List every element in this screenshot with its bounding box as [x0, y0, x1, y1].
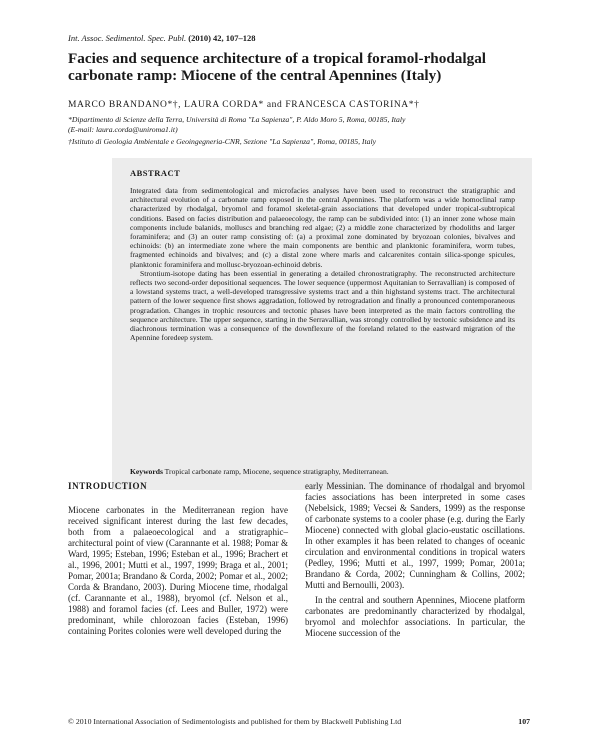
keywords-list: Tropical carbonate ramp, Miocene, sequence stratigraphy, Mediterranean.: [164, 467, 389, 476]
journal-citation: [68, 33, 256, 43]
column-left: [68, 505, 288, 637]
page-footer: [68, 717, 530, 726]
abstract-body: [130, 186, 515, 342]
intro-paragraph-2: In the central and southern Apennines, Miocene platform carbonates are predominantly characterized by rhodalgal, bryomol and molechfor associations. In particular, the Miocene succession of the: [305, 595, 525, 638]
abstract-paragraph-1: Integrated data from sedimentological and microfacies analyses have been used to reconstruct the stratigraphic and architectural evolution of a carbonate ramp exposed in the central Apennines. The platform was a wide homoclinal ramp characterized by rhodalgal, bryomol and foramol skeletal-grain associations that developed under tropical-subtropical conditions. Based on facies distribution and palaeoecology, the ramp can be subdivided into: (1) an inner zone whose main components include balanids, molluscs and branching red algae; (2) a middle zone characterized by rhodoliths and larger foraminifera; and (3) an outer ramp consisting of: (a) a proximal zone dominated by bryozoan colonies, bivalves and echinoids: (b) an intermediate zone where the main components are benthic and planktonic foraminifera, worm tubes, fragmented echinoids and bivalves; and (c) a distal zone where marls and calcarenites contain silica-sponge spicules, planktonic foraminifera and mollusc-bryozoan-echinoid debris.: [130, 186, 515, 269]
page-number: 107: [518, 717, 530, 726]
keywords: [130, 467, 520, 476]
introduction-heading: INTRODUCTION: [68, 481, 148, 491]
intro-paragraph-1: Miocene carbonates in the Mediterranean region have received significant interest during the last few decades, both from a palaeoecological and a stratigraphic–architectural point of view (Carannante et al. 1988; Pomar & Ward, 1995; Esteban, 1996; Esteban et al., 1996; Brachert et al., 1996, 2001; Mutti et al., 1997, 1999; Braga et al., 2001; Pomar, 2001a; Brandano & Corda, 2002; Pomar et al., 2002; Corda & Brandano, 2003). During Miocene time, rhodalgal (cf. Carannante et al., 1988), bryomol (cf. Nelson et al., 1988) and foramol facies (cf. Lees and Buller, 1972) were predominant, while chlorozoan facies (Esteban, 1996) containing Porites colonies were well developed during the: [68, 505, 288, 636]
abstract-heading: ABSTRACT: [130, 168, 181, 178]
intro-paragraph-1-continued: early Messinian. The dominance of rhodalgal and bryomol facies associations has been interpreted in some cases (Nebelsick, 1989; Vecsei & Sanders, 1999) as the response of carbonate systems to a cooler phase (e.g. during the Early Miocene) connected with global glacio-eustatic oscillations. In other examples it has been related to changes of oceanic circulation and environmental conditions in tropical waters (Pedley, 1996; Mutti et al., 1997, 1999; Pomar, 2001a; Brandano & Corda, 2002; Cunningham & Collins, 2002; Mutti and Bernoulli, 2003).: [305, 481, 525, 590]
author-list: MARCO BRANDANO*†, LAURA CORDA* and FRANCESCA CASTORINA*†: [68, 100, 420, 110]
journal-volume-pages: (2010) 42, 107–128: [188, 33, 256, 43]
copyright-notice: © 2010 International Association of Sedimentologists and published for them by Blackwell Publishing Ltd: [68, 717, 402, 726]
affiliation-1-address: *Dipartimento di Scienze della Terra, Università di Roma "La Sapienza", P. Aldo Moro 5, Roma, 00185, Italy: [68, 115, 406, 124]
journal-name: Int. Assoc. Sedimentol. Spec. Publ.: [68, 33, 187, 43]
column-right: [305, 481, 525, 639]
affiliation-2: †Istituto di Geologia Ambientale e Geoingegneria-CNR, Sezione "La Sapienza", Roma, 00185, Italy: [68, 137, 377, 146]
paper-title: Facies and sequence architecture of a tropical foramol-rhodalgal carbonate ramp: Miocene of the central Apennines (Italy): [68, 50, 487, 84]
abstract-paragraph-2: Strontium-isotope dating has been essential in generating a detailed chronostratigraphy. The reconstructed architecture reflects two second-order depositional sequences. The lower sequence (uppermost Aquitanian to Serravallian) is composed of a lowstand systems tract, a well-developed transgressive systems tract and a thin highstand systems tract. The architectural pattern of the lower sequence first shows aggradation, followed by retrogradation and finally a pronounced contemporaneous progradation. Changes in trophic resources and tectonic phases have been interpreted as the main factors controlling the sequence architecture. The upper sequence, starting in the Serravallian, was strongly controlled by tectonic subsidence and its diachronous termination was a consequence of the downflexure of the foreland related to the eastward migration of the Apennine foredeep system.: [130, 268, 515, 343]
affiliation-1: [68, 115, 538, 135]
affiliation-1-email: (E-mail: laura.corda@uniroma1.it): [68, 125, 178, 134]
keywords-label: Keywords: [130, 467, 163, 476]
